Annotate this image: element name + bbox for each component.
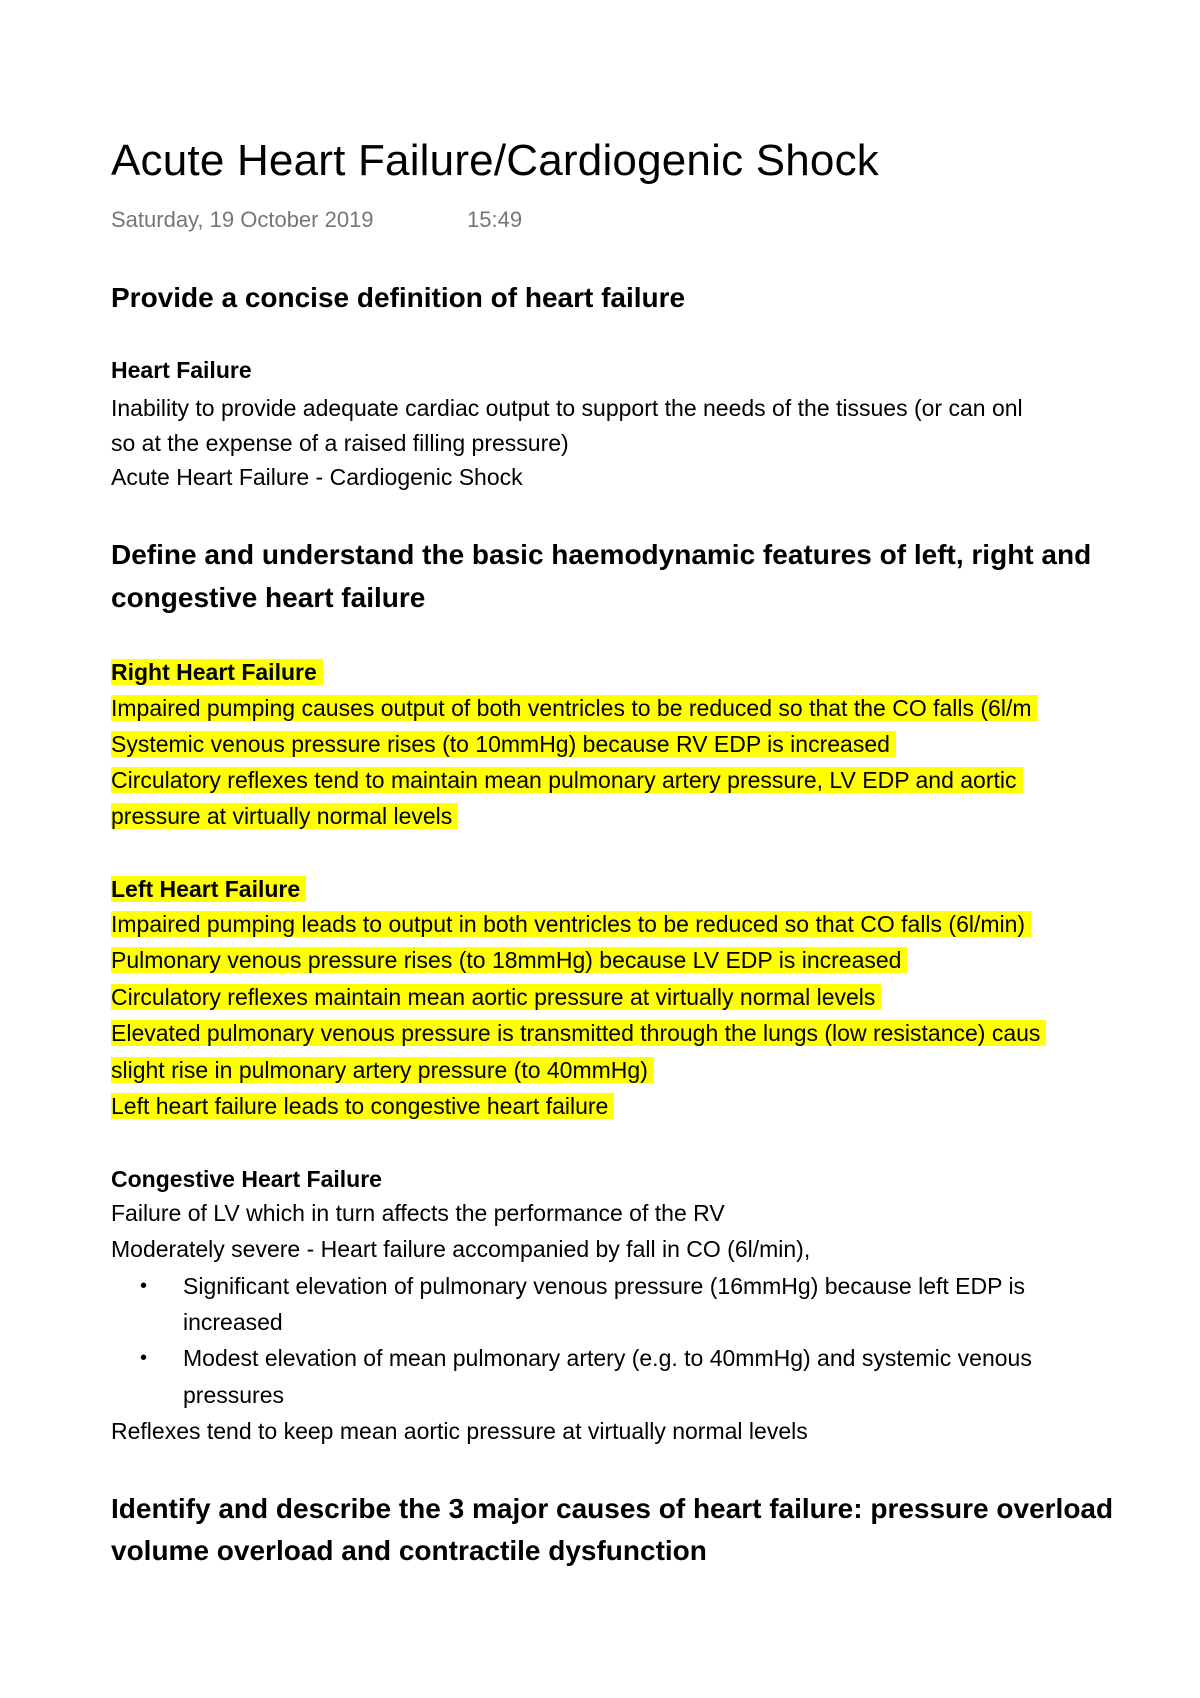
text-line: Moderately severe - Heart failure accompanied by fall in CO (6l/min), bbox=[111, 1236, 811, 1262]
highlighted-line: Left heart failure leads to congestive heart failure bbox=[111, 1091, 614, 1121]
highlighted-line: Impaired pumping causes output of both ventricles to be reduced so that the CO falls (6l/m bbox=[111, 693, 1038, 723]
subheading-right-heart-failure bbox=[111, 657, 323, 687]
subheading-congestive-heart-failure: Congestive Heart Failure bbox=[111, 1166, 382, 1192]
highlight: Left Heart Failure bbox=[111, 876, 306, 902]
highlight: Right Heart Failure bbox=[111, 659, 323, 685]
text-line: Failure of LV which in turn affects the performance of the RV bbox=[111, 1200, 725, 1226]
section-heading-causes: Identify and describe the 3 major causes of heart failure: pressure overload bbox=[111, 1493, 1114, 1524]
highlighted-line: Impaired pumping leads to output in both ventricles to be reduced so that CO falls (6l/min) bbox=[111, 909, 1031, 939]
highlighted-line: pressure at virtually normal levels bbox=[111, 801, 458, 831]
highlighted-line: Circulatory reflexes tend to maintain mean pulmonary artery pressure, LV EDP and aortic bbox=[111, 765, 1023, 795]
highlighted-line: Systemic venous pressure rises (to 10mmHg) because RV EDP is increased bbox=[111, 729, 896, 759]
section-heading-causes-cont: volume overload and contractile dysfunction bbox=[111, 1535, 707, 1566]
bullet-icon: • bbox=[140, 1347, 148, 1369]
subheading-left-heart-failure bbox=[111, 874, 306, 904]
text-line: Acute Heart Failure - Cardiogenic Shock bbox=[111, 464, 523, 490]
highlighted-line: Pulmonary venous pressure rises (to 18mmHg) because LV EDP is increased bbox=[111, 945, 907, 975]
highlighted-line: Circulatory reflexes maintain mean aortic pressure at virtually normal levels bbox=[111, 982, 881, 1012]
section-heading-haemodynamics: Define and understand the basic haemodynamic features of left, right and bbox=[111, 539, 1092, 570]
page-date: Saturday, 19 October 2019 bbox=[111, 207, 374, 232]
text-line: Reflexes tend to keep mean aortic pressure at virtually normal levels bbox=[111, 1418, 808, 1444]
page-meta bbox=[111, 207, 523, 233]
highlighted-line: slight rise in pulmonary artery pressure (to 40mmHg) bbox=[111, 1055, 654, 1085]
subheading-heart-failure: Heart Failure bbox=[111, 357, 252, 383]
highlighted-line: Elevated pulmonary venous pressure is transmitted through the lungs (low resistance) caus bbox=[111, 1018, 1046, 1048]
text-line: Inability to provide adequate cardiac output to support the needs of the tissues (or can onl bbox=[111, 395, 1023, 421]
bullet-item-cont: pressures bbox=[183, 1382, 284, 1408]
bullet-icon: • bbox=[140, 1275, 148, 1297]
section-heading-definition: Provide a concise definition of heart failure bbox=[111, 282, 686, 313]
bullet-item: Modest elevation of mean pulmonary artery (e.g. to 40mmHg) and systemic venous bbox=[183, 1345, 1032, 1371]
page-time: 15:49 bbox=[467, 207, 523, 232]
section-heading-haemodynamics-cont: congestive heart failure bbox=[111, 582, 426, 613]
bullet-item-cont: increased bbox=[183, 1309, 283, 1335]
page-title: Acute Heart Failure/Cardiogenic Shock bbox=[111, 136, 879, 185]
text-line: so at the expense of a raised filling pressure) bbox=[111, 430, 569, 456]
bullet-item: Significant elevation of pulmonary venous pressure (16mmHg) because left EDP is bbox=[183, 1273, 1026, 1299]
